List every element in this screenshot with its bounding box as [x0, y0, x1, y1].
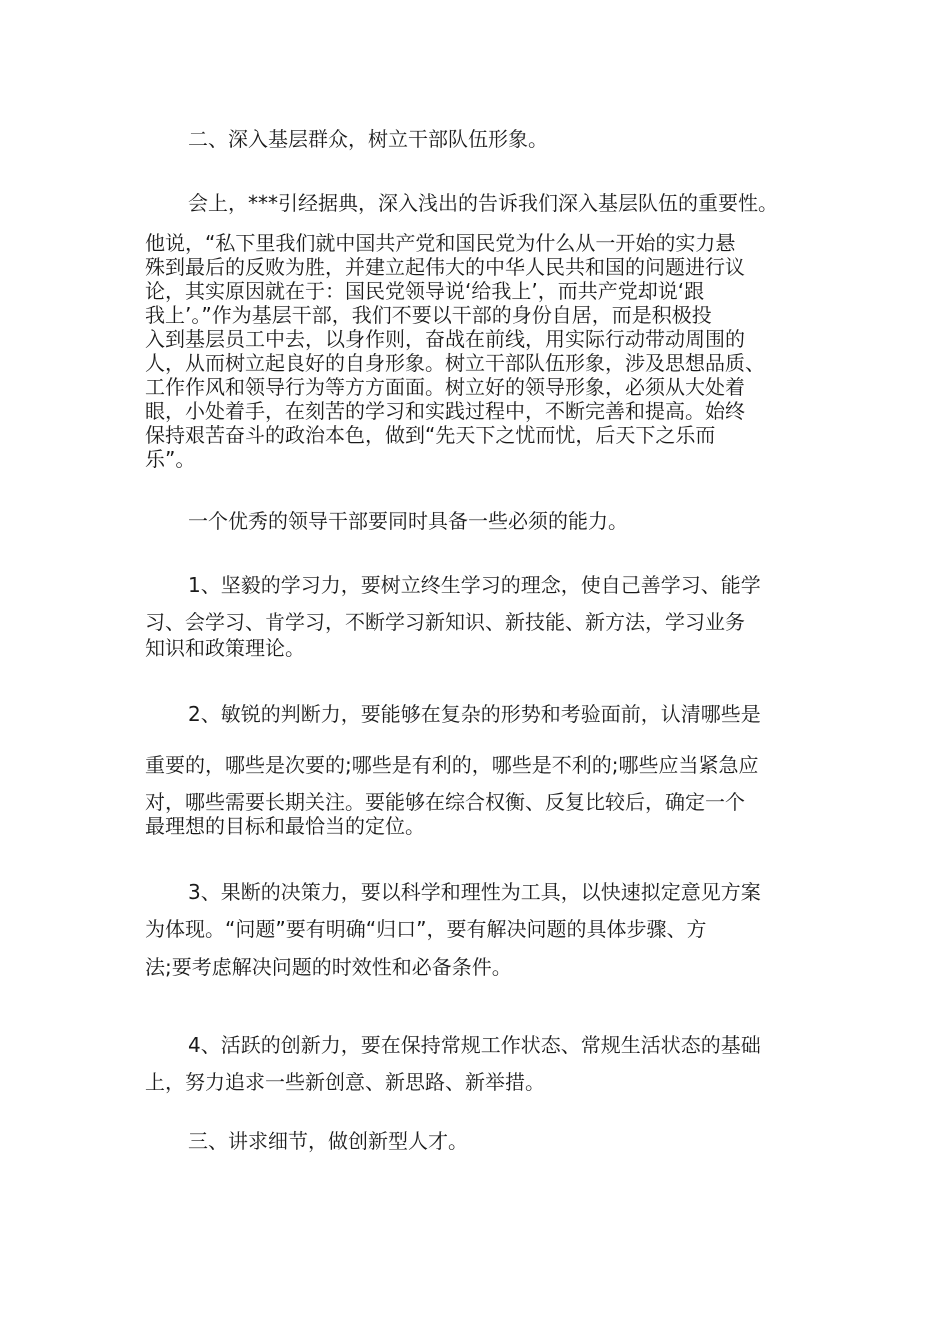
section-heading-2: 二、深入基层群众，树立干部队伍形象。 — [188, 127, 548, 151]
ability-item-4-line: 上，努力追求一些新创意、新思路、新举措。 — [145, 1070, 545, 1094]
paragraph-line: 眼，小处着手，在刻苦的学习和实践过程中，不断完善和提高。始终 — [145, 399, 745, 423]
paragraph-line: 他说，“私下里我们就中国共产党和国民党为什么从一开始的实力悬 — [145, 231, 736, 255]
paragraph-line: 人，从而树立起良好的自身形象。树立干部队伍形象，涉及思想品质、 — [145, 351, 765, 375]
paragraph-line: 我上’。”作为基层干部，我们不要以干部的身份自居，而是积极投 — [145, 303, 712, 327]
paragraph-line: 会上，***引经据典，深入浅出的告诉我们深入基层队伍的重要性。 — [188, 191, 778, 215]
paragraph-line: 工作作风和领导行为等方方面面。树立好的领导形象，必须从大处着 — [145, 375, 745, 399]
ability-item-2-line: 最理想的目标和最恰当的定位。 — [145, 814, 425, 838]
paragraph-line: 入到基层员工中去，以身作则，奋战在前线，用实际行动带动周围的 — [145, 327, 745, 351]
ability-item-1-line: 习、会学习、肯学习，不断学习新知识、新技能、新方法，学习业务 — [145, 610, 745, 634]
ability-item-4-line: 4、活跃的创新力，要在保持常规工作状态、常规生活状态的基础 — [188, 1033, 761, 1057]
ability-item-3-line: 为体现。“问题”要有明确“归口”，要有解决问题的具体步骤、方 — [145, 917, 707, 941]
paragraph-line: 保持艰苦奋斗的政治本色，做到“先天下之忧而忧，后天下之乐而 — [145, 423, 716, 447]
abilities-intro: 一个优秀的领导干部要同时具备一些必须的能力。 — [188, 509, 628, 533]
ability-item-2-line: 2、敏锐的判断力，要能够在复杂的形势和考验面前，认清哪些是 — [188, 702, 761, 726]
paragraph-line: 殊到最后的反败为胜，并建立起伟大的中华人民共和国的问题进行议 — [145, 255, 745, 279]
ability-item-3-line: 法;要考虑解决问题的时效性和必备条件。 — [145, 955, 512, 979]
section-heading-3: 三、讲求细节，做创新型人才。 — [188, 1129, 468, 1153]
ability-item-1-line: 1、坚毅的学习力，要树立终生学习的理念，使自己善学习、能学 — [188, 573, 761, 597]
ability-item-1-line: 知识和政策理论。 — [145, 636, 305, 660]
ability-item-2-line: 对，哪些需要长期关注。要能够在综合权衡、反复比较后，确定一个 — [145, 790, 745, 814]
paragraph-line: 乐”。 — [145, 447, 196, 471]
paragraph-line: 论，其实原因就在于：国民党领导说‘给我上’，而共产党却说‘跟 — [145, 279, 705, 303]
ability-item-3-line: 3、果断的决策力，要以科学和理性为工具，以快速拟定意见方案 — [188, 880, 761, 904]
ability-item-2-line: 重要的，哪些是次要的;哪些是有利的，哪些是不利的;哪些应当紧急应 — [145, 753, 759, 777]
